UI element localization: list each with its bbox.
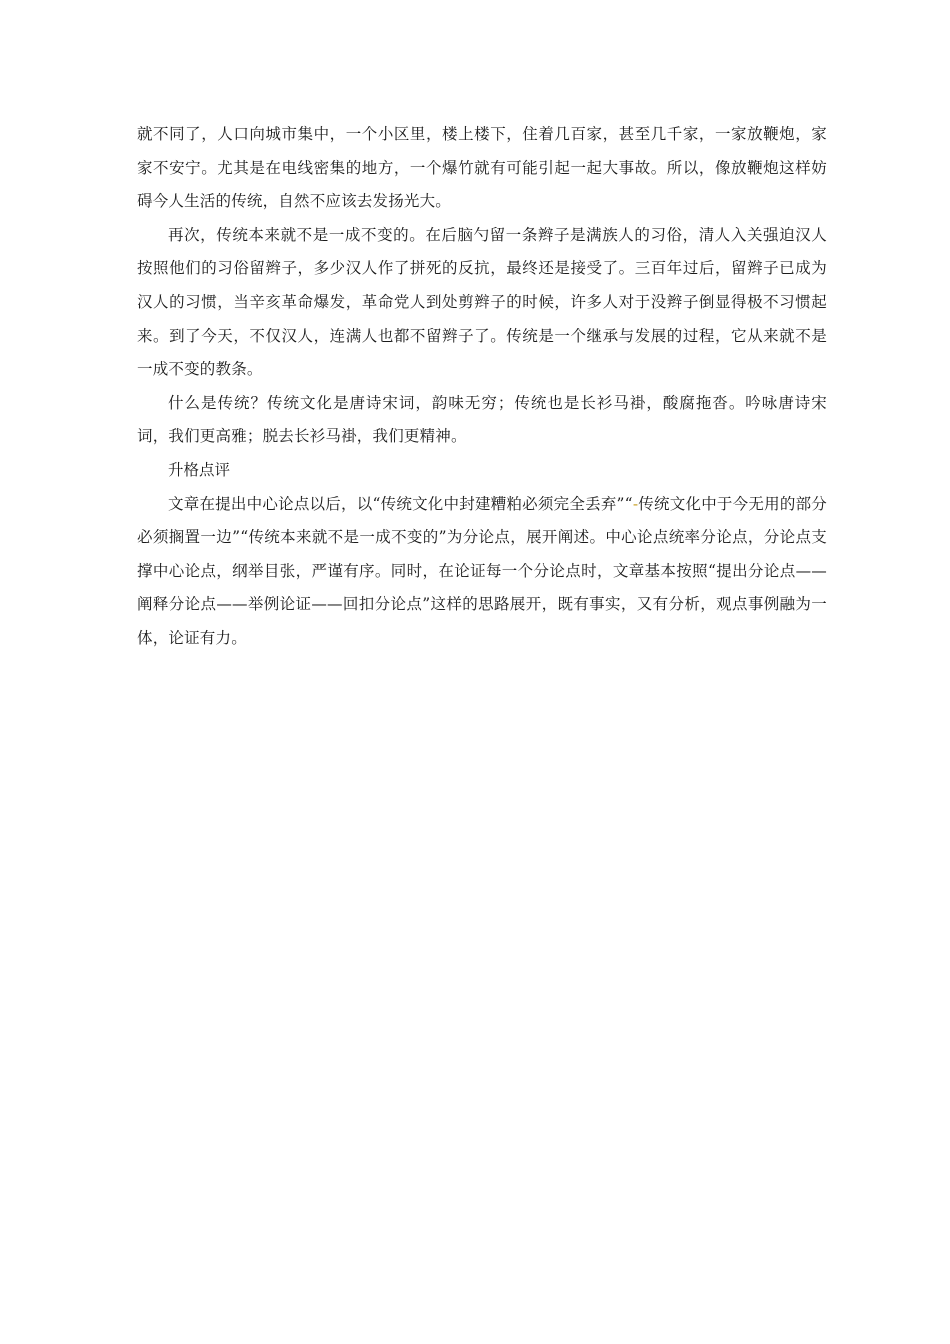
review-paragraph [137, 488, 827, 656]
review-heading: 升格点评 [168, 460, 231, 479]
paragraph-3: 什么是传统？传统文化是唐诗宋词，韵味无穷；传统也是长衫马褂，酸腐拖沓。吟咏唐诗宋词，我们更高雅；脱去长衫马褂，我们更精神。 [137, 393, 827, 446]
document-page [137, 118, 827, 656]
review-text-part-1: 文章在提出中心论点以后，以“传统文化中封建糟粕必须完全丢弃”“ [168, 494, 633, 513]
inline-mark: - [632, 494, 639, 513]
review-text-part-2: 传统文化中于今无用的部分必须搁置一边”“传统本来就不是一成不变的”为分论点，展开阐述。中心论点统率分论点，分论点支撑中心论点，纲举目张，严谨有序。同时，在论证每一个分论点时，文章基本按照“提出分论点——阐释分论点——举例论证——回扣分论点”这样的思路展开，既有事实，又有分析，观点事例融为一体，论证有力。 [137, 494, 827, 647]
paragraph-1: 就不同了，人口向城市集中，一个小区里，楼上楼下，住着几百家，甚至几千家，一家放鞭炮，家家不安宁。尤其是在电线密集的地方，一个爆竹就有可能引起一起大事故。所以，像放鞭炮这样妨碍今人生活的传统，自然不应该去发扬光大。 [137, 125, 827, 211]
paragraph-2: 再次，传统本来就不是一成不变的。在后脑勺留一条辫子是满族人的习俗，清人入关强迫汉人按照他们的习俗留辫子，多少汉人作了拼死的反抗，最终还是接受了。三百年过后，留辫子已成为汉人的习惯，当辛亥革命爆发，革命党人到处剪辫子的时候，许多人对于没辫子倒显得极不习惯起来。到了今天，不仅汉人，连满人也都不留辫子了。传统是一个继承与发展的过程，它从来就不是一成不变的教条。 [137, 225, 827, 379]
